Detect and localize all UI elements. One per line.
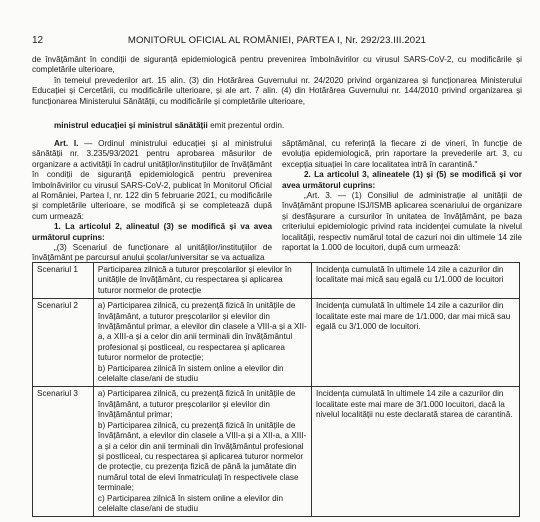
journal-title: MONITORUL OFICIAL AL ROMÂNIEI, PARTEA I, Nr. 292/23.III.2021 [127, 35, 427, 46]
activity-item: Participarea zilnică a tuturor preșcolarilor și elevilor în unitățile de învățământ, cu respectarea și aplicarea tuturor normelor de protecție [97, 265, 292, 295]
activity-cell [93, 263, 311, 299]
activity-item: a) Participarea zilnică, cu prezență fizică în unitățile de învățământ, a tuturor preșcolarilor și elevilor din învățământul primar; [97, 389, 296, 420]
incidence-cell: Incidența cumulată în ultimele 14 zile a cazurilor din localitate este mai mare de 3/1.000 locuitori, dacă la nivelul localității nu este declarată starea de carantină. [311, 387, 519, 517]
issuing-text: emit prezentul ordin. [207, 121, 285, 131]
preamble [32, 55, 522, 131]
article-one [32, 139, 272, 222]
incidence-cell: Incidența cumulată în ultimele 14 zile a cazurilor din localitate mai mică sau egală cu 1/1.000 de locuitori [311, 263, 519, 299]
preamble-paragraph-2: în temeiul prevederilor art. 15 alin. (3) din Hotărârea Guvernului nr. 24/2020 privind organizarea și funcționarea Ministerului Educației și Cercetării, cu modificările ulterioare, și ale art. 7 alin. (4) din Hotărârea Guvernului nr. 144/2010 privind organizarea și funcționarea Ministerului Sănătății, cu modificările și completările ulterioare, [32, 75, 522, 106]
table-row [33, 263, 520, 299]
activity-item: b) Participarea zilnică în sistem online a elevilor din celelalte clase/ani de studiu [97, 363, 284, 384]
table-row [33, 299, 520, 387]
page-number: 12 [32, 35, 44, 46]
point-two: 2. La articolul 3, alineatele (1) și (5) se modifică și vor avea următorul cuprins: [282, 170, 522, 190]
ministers-name: ministrul educației și ministrul sănătății [54, 121, 208, 131]
quote-continuation: săptămânal, cu referință la fiecare zi de vineri, în funcție de evoluția epidemiologică, prin raportare la prevederile art. 3, cu excepția situației în care localitatea intră în carantină." [282, 139, 522, 169]
right-column [282, 139, 522, 253]
article-one-text: — Ordinul ministrului educației și al ministrului sănătății nr. 3.235/93/2021 pentru aprobarea măsurilor de organizare a activității în cadrul unităților/instituțiilor de învățământ în condiții de siguranță epidemiologică pentru prevenirea îmbolnăvirilor cu virusul SARS-CoV-2, publicat în Monitorul Oficial al României, Partea I, nr. 122 din 5 februarie 2021, cu modificările și completările ulterioare, se modifică și se completează după cum urmează: [32, 139, 272, 221]
activity-item: b) Participarea zilnică, cu prezență fizică în unitățile de învățământ, a elevilor din clasele a VIII-a și a XII-a, a XIII-a și a celor din anii terminali din învățământul profesional și postliceal, cu respectarea și aplicarea tuturor normelor de protecție, cu prezența fizică de până la jumătate din numărul total de elevi înmatriculați în respectivele clase terminale; [97, 420, 307, 493]
scenario-cell: Scenariul 3 [33, 387, 94, 517]
page-header [32, 36, 522, 48]
incidence-cell: Incidența cumulată în ultimele 14 zile a cazurilor din localitate este mai mare de 1/1.000, dar mai mică sau egală cu 3/1.000 de locuitori. [311, 299, 519, 387]
activity-item: c) Participarea zilnică în sistem online a elevilor din celelalte clase/ani de studiu [97, 493, 284, 513]
table-row [33, 387, 520, 517]
point-one: 1. La articolul 2, alineatul (3) se modifică și va avea următorul cuprins: [32, 222, 272, 242]
scenario-table [32, 262, 520, 517]
activity-item: a) Participarea zilnică, cu prezență fizică în unitățile de învățământ, a tuturor preșcolarilor și elevilor din învățământul primar, a elevilor din clasele a VIII-a și a XII-a, a XIII-a și a celor din anii terminali din învățământul profesional și postliceal, cu respectarea și aplicarea tuturor normelor de protecție; [97, 301, 307, 363]
article-one-label: Art. I. [54, 139, 79, 148]
scenario-cell: Scenariul 1 [33, 263, 94, 299]
activity-cell [93, 387, 311, 517]
preamble-paragraph-1: de învățământ în condiții de siguranță epidemiologică pentru prevenirea îmbolnăvirilor cu virusul SARS-CoV-2, cu modificările și completările ulterioare, [32, 55, 522, 75]
activity-cell [93, 299, 311, 387]
issuing-line [32, 121, 522, 131]
scenario-cell: Scenariul 2 [33, 299, 94, 387]
article-three: „Art. 3. — (1) Consiliul de administrație al unității de învățământ propune ISJ/ISMB aplicarea scenariului de organizare și desfășurare a cursurilor în unitatea de învățământ, pe baza criteriului epidemiologic privind rata incidenței cumulate la nivelul localității, respectiv numărul total de cazuri noi din ultimele 14 zile raportat la 1.000 de locuitori, după cum urmează: [282, 191, 522, 253]
quoted-paragraph: „(3) Scenariul de funcționare al unităților/instituțiilor de învățământ pe parcursul anului școlar/universitar se va actualiza [32, 243, 272, 263]
left-column [32, 139, 272, 264]
